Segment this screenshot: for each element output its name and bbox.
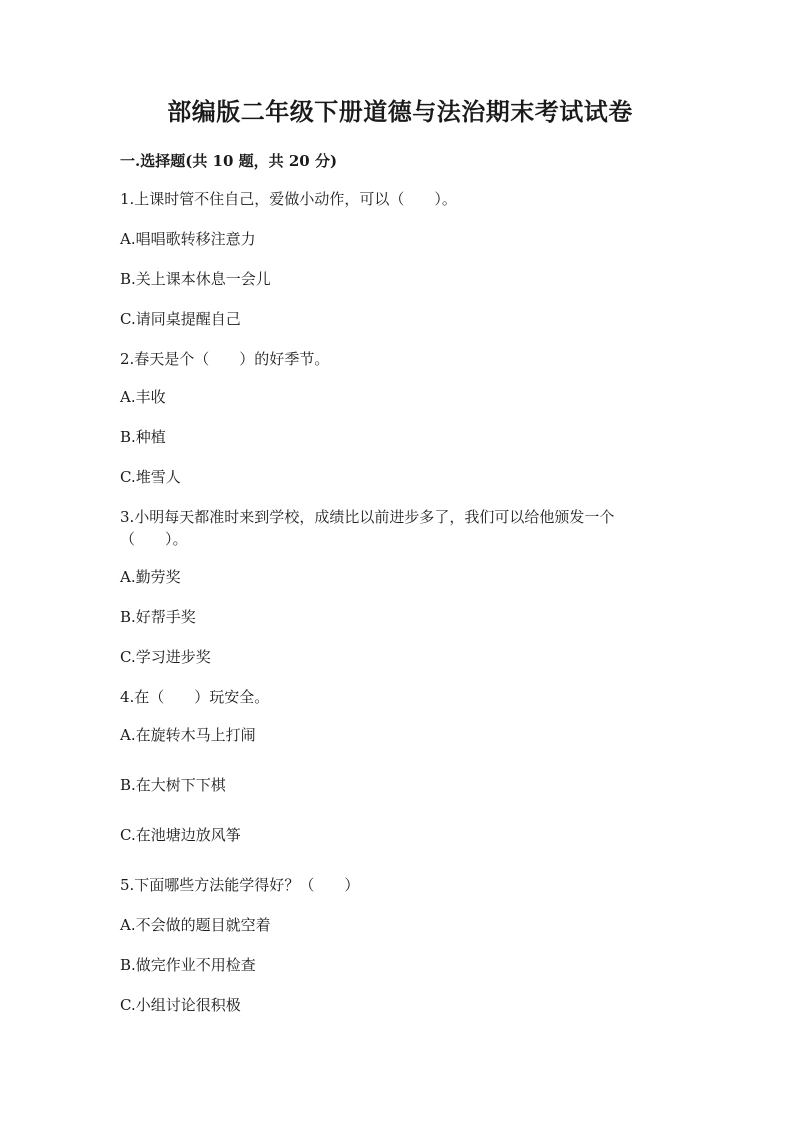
question-1-stem: 1.上课时管不住自己，爱做小动作，可以（ ）。 <box>120 190 457 208</box>
question-1-option-b: B.关上课本休息一会儿 <box>120 270 271 288</box>
section-heading: 一.选择题(共 10 题，共 20 分) <box>120 152 338 170</box>
question-2-option-c: C.堆雪人 <box>120 468 181 486</box>
question-3-option-c: C.学习进步奖 <box>120 648 211 666</box>
question-3-option-a: A.勤劳奖 <box>120 568 181 586</box>
question-2-option-a: A.丰收 <box>120 388 166 406</box>
question-4-option-c: C.在池塘边放风筝 <box>120 826 241 844</box>
question-3-option-b: B.好帮手奖 <box>120 608 196 626</box>
question-3-stem-line-1: 3.小明每天都准时来到学校，成绩比以前进步多了，我们可以给他颁发一个 <box>120 508 615 526</box>
question-5-option-b: B.做完作业不用检查 <box>120 956 256 974</box>
question-4-stem: 4.在（ ）玩安全。 <box>120 688 270 706</box>
question-1-option-a: A.唱唱歌转移注意力 <box>120 230 256 248</box>
question-4-option-a: A.在旋转木马上打闹 <box>120 726 256 744</box>
question-5-option-a: A.不会做的题目就空着 <box>120 916 271 934</box>
question-2-stem: 2.春天是个（ ）的好季节。 <box>120 350 330 368</box>
question-3-stem-line-2: （ ）。 <box>120 530 188 548</box>
question-4-option-b: B.在大树下下棋 <box>120 776 226 794</box>
question-5-option-c: C.小组讨论很积极 <box>120 996 241 1014</box>
question-5-stem: 5.下面哪些方法能学得好？（ ） <box>120 876 360 894</box>
question-1-option-c: C.请同桌提醒自己 <box>120 310 241 328</box>
question-2-option-b: B.种植 <box>120 428 166 446</box>
page-title: 部编版二年级下册道德与法治期末考试试卷 <box>167 97 633 126</box>
